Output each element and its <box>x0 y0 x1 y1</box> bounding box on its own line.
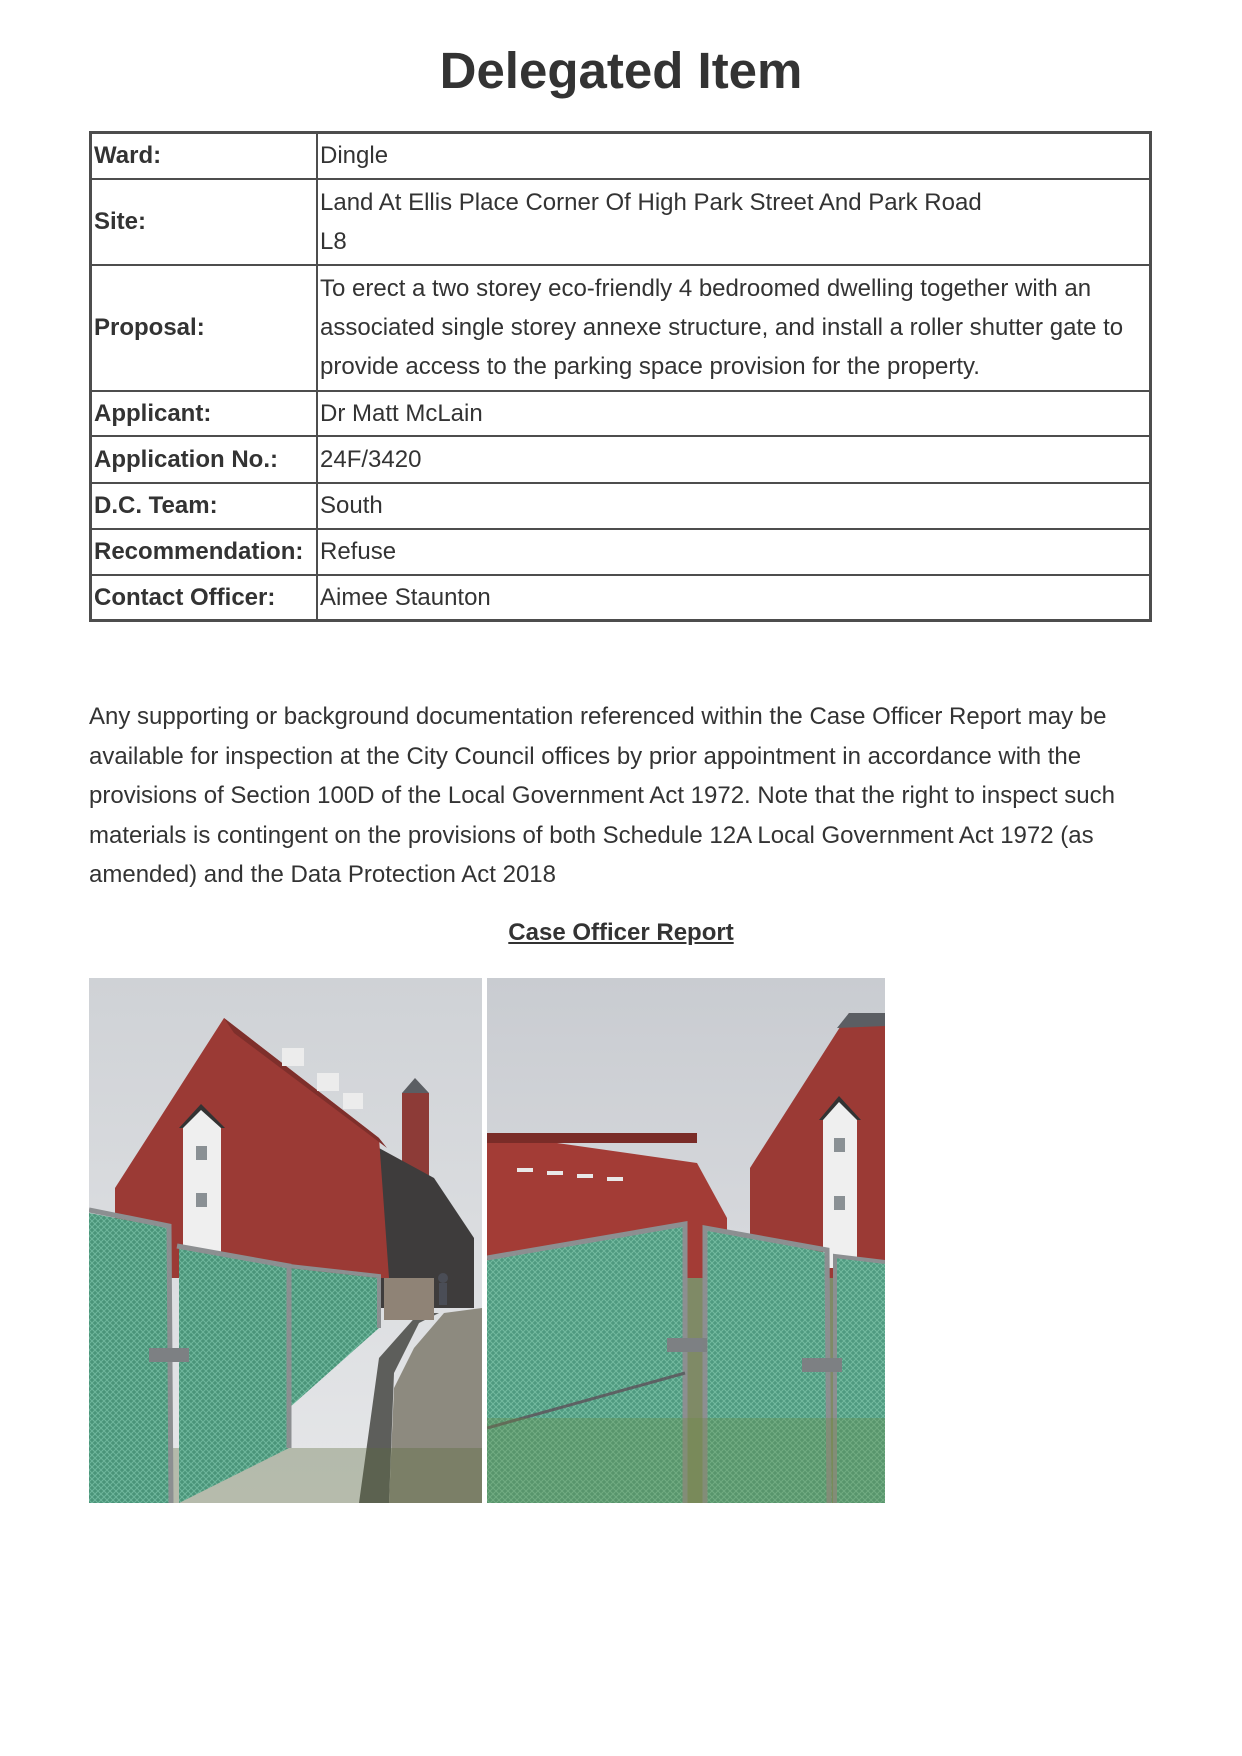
site-address: Land At Ellis Place Corner Of High Park Street And Park Road <box>320 188 982 216</box>
page-title: Delegated Item <box>439 42 803 99</box>
application-no-value: 24F/3420 <box>317 436 1151 483</box>
site-postcode: L8 <box>320 227 347 255</box>
table-row <box>91 265 1151 391</box>
site-photo-alley <box>89 978 482 1503</box>
site-photo-plot <box>487 978 885 1503</box>
contact-officer-value: Aimee Staunton <box>317 575 1151 621</box>
applicant-label: Applicant: <box>91 391 318 436</box>
ward-value: Dingle <box>317 133 1151 179</box>
dc-team-value: South <box>317 483 1151 529</box>
table-row <box>91 391 1151 436</box>
proposal-value: To erect a two storey eco-friendly 4 bedroomed dwelling together with an associated single storey annexe structure, and install a roller shutter gate to provide access to the parking space provision for the property. <box>317 265 1151 391</box>
ward-label: Ward: <box>91 133 318 179</box>
proposal-label: Proposal: <box>91 265 318 391</box>
contact-officer-label: Contact Officer: <box>91 575 318 621</box>
site-label: Site: <box>91 179 318 265</box>
recommendation-label: Recommendation: <box>91 529 318 575</box>
dc-team-label: D.C. Team: <box>91 483 318 529</box>
table-row <box>91 133 1151 179</box>
background-documents-notice: Any supporting or background documentation referenced within the Case Officer Report may be available for inspection at the City Council offices by prior appointment in accordance with the provisions of Section 100D of the Local Government Act 1972. Note that the right to inspect such materials is contingent on the provisions of both Schedule 12A Local Government Act 1972 (as amended) and the Data Protection Act 2018 <box>89 703 1115 888</box>
table-row <box>91 575 1151 621</box>
site-value <box>317 179 1151 265</box>
case-officer-report-heading: Case Officer Report <box>508 919 734 946</box>
applicant-value: Dr Matt McLain <box>317 391 1151 436</box>
table-row <box>91 483 1151 529</box>
application-no-label: Application No.: <box>91 436 318 483</box>
recommendation-value: Refuse <box>317 529 1151 575</box>
table-row <box>91 529 1151 575</box>
table-row <box>91 179 1151 265</box>
table-row <box>91 436 1151 483</box>
application-details-table <box>89 131 1152 622</box>
